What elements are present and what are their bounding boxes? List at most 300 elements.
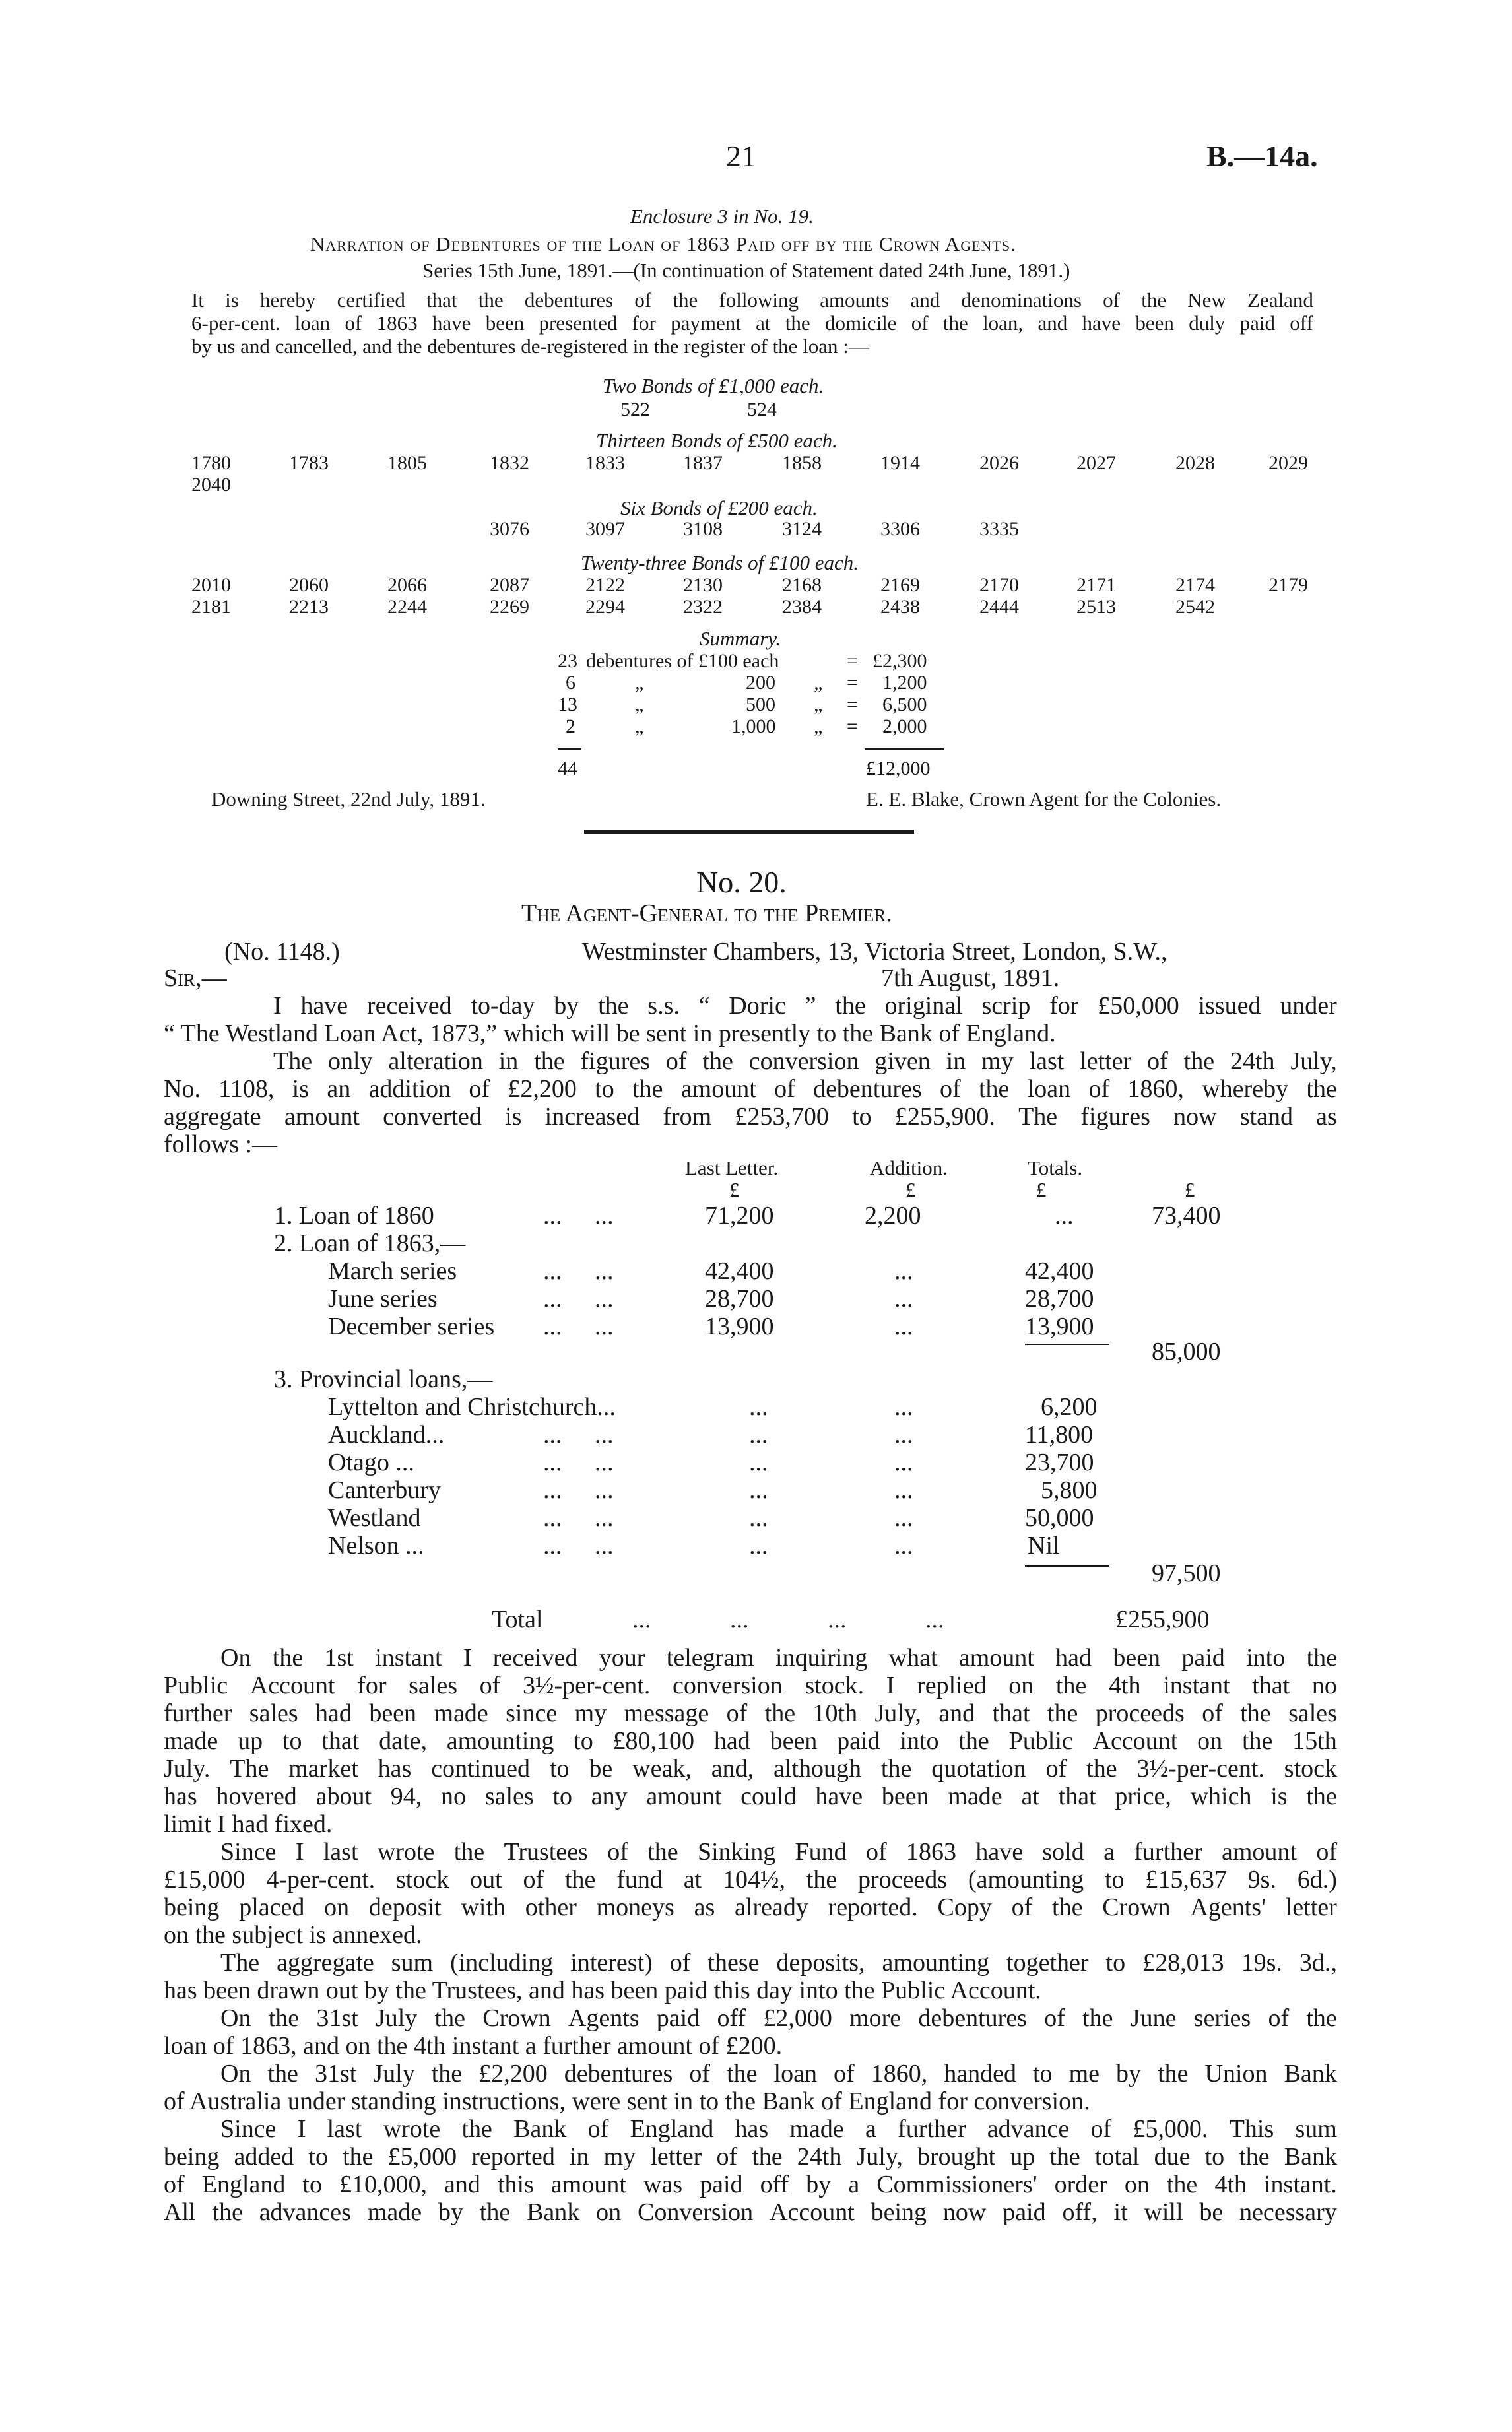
word: the bbox=[267, 2060, 298, 2087]
word: although bbox=[773, 1755, 861, 1783]
word: conversion bbox=[673, 1672, 783, 1699]
word: the bbox=[461, 2115, 492, 2143]
word: 4th bbox=[1109, 1672, 1141, 1699]
word: placed bbox=[239, 1893, 305, 1921]
word: reported bbox=[471, 2143, 555, 2171]
word: necessary bbox=[1239, 2198, 1337, 2226]
col-header-totals: Totals. bbox=[1028, 1156, 1083, 1179]
word: stock bbox=[396, 1866, 449, 1893]
paragraph-line bbox=[220, 2059, 1337, 2088]
word: debentures bbox=[564, 2060, 673, 2087]
word: £5,000. bbox=[1133, 2115, 1208, 2143]
word: to bbox=[1104, 1866, 1125, 1893]
table-row-label: Canterbury bbox=[328, 1476, 441, 1504]
group-500-row bbox=[191, 452, 1313, 475]
summary-count: 2 bbox=[566, 715, 575, 737]
word: figures bbox=[580, 1047, 651, 1075]
word: the bbox=[764, 1699, 796, 1727]
signature: E. E. Blake, Crown Agent for the Colonies. bbox=[866, 787, 1222, 810]
word: at bbox=[683, 1866, 702, 1893]
word: debentures bbox=[524, 288, 614, 312]
group-200-row bbox=[191, 518, 1313, 541]
word: amount bbox=[646, 1783, 722, 1810]
paragraph-line bbox=[164, 1782, 1337, 1811]
table-row-dots: ... ... bbox=[543, 1285, 614, 1313]
word: and bbox=[1037, 312, 1068, 335]
word: now bbox=[1173, 1103, 1217, 1131]
word: amounting bbox=[882, 1949, 990, 1977]
word: that bbox=[992, 1699, 1030, 1727]
word: of bbox=[665, 1047, 687, 1075]
word: of bbox=[607, 1838, 628, 1866]
word: as bbox=[694, 1893, 715, 1921]
col-header-last-letter: Last Letter. bbox=[685, 1156, 779, 1179]
word: that bbox=[426, 288, 457, 312]
word: made bbox=[367, 2198, 422, 2226]
word: 9s. bbox=[1247, 1866, 1276, 1893]
word: replied bbox=[917, 1672, 987, 1699]
word: stand bbox=[1239, 1103, 1293, 1131]
word: Doric bbox=[729, 992, 786, 1020]
bond-number: 1914 bbox=[880, 452, 920, 474]
word: these bbox=[707, 1949, 760, 1977]
summary-denomination: 200 bbox=[746, 672, 775, 694]
summary-total-count: 44 bbox=[558, 758, 577, 779]
word: added bbox=[234, 2143, 294, 2171]
summary-ditto: „ bbox=[814, 715, 823, 737]
word: On bbox=[220, 2060, 251, 2087]
intro-line bbox=[191, 288, 1313, 312]
bond-number: 2169 bbox=[880, 574, 920, 596]
word: Since bbox=[220, 1838, 277, 1866]
word: fund bbox=[616, 1866, 663, 1893]
paragraph-line: follows :— bbox=[164, 1131, 278, 1158]
word: telegram bbox=[666, 1644, 754, 1672]
table-cell-last: ... bbox=[749, 1476, 768, 1504]
word: of bbox=[1202, 1699, 1223, 1727]
word: letter bbox=[1285, 1893, 1337, 1921]
table-cell-grand: 73,400 bbox=[1152, 1202, 1221, 1230]
word: the bbox=[1306, 2004, 1337, 2032]
enclosure-title: Enclosure 3 in No. 19. bbox=[630, 205, 814, 228]
word: the bbox=[1306, 1075, 1337, 1103]
word: Sinking bbox=[697, 1838, 776, 1866]
word: will bbox=[1144, 2198, 1183, 2226]
word: hovered bbox=[216, 1783, 297, 1810]
word: of bbox=[345, 312, 362, 335]
word: could bbox=[740, 1783, 797, 1810]
word: is bbox=[505, 1103, 522, 1131]
word: £15,637 bbox=[1145, 1866, 1227, 1893]
word: that bbox=[1252, 1672, 1290, 1699]
word: 104½, bbox=[722, 1866, 785, 1893]
summary-count-rule bbox=[558, 748, 581, 750]
word: July, bbox=[1290, 1047, 1337, 1075]
summary-row bbox=[0, 650, 1512, 673]
table-cell-last: ... bbox=[749, 1449, 768, 1476]
word: £50,000 bbox=[1098, 992, 1179, 1020]
word: July, bbox=[874, 1699, 921, 1727]
word: to bbox=[1105, 1949, 1126, 1977]
bond-number: 2171 bbox=[1076, 574, 1116, 596]
salutation: Sir,— bbox=[164, 964, 227, 992]
word: £10,000, bbox=[339, 2171, 427, 2198]
word: of bbox=[1268, 2004, 1290, 2032]
intro-line: by us and cancelled, and the debentures de-registered in the register of the loan :— bbox=[191, 335, 869, 358]
word: for bbox=[632, 312, 656, 335]
word: July. bbox=[164, 1755, 211, 1783]
word: aggregate bbox=[164, 1103, 261, 1131]
word: certified bbox=[337, 288, 405, 312]
table-cell-addition: ... bbox=[894, 1476, 913, 1504]
word: by bbox=[806, 2171, 832, 2198]
word: proceeds bbox=[858, 1866, 948, 1893]
bond-number: 1832 bbox=[490, 452, 529, 474]
word: amount bbox=[550, 2171, 626, 2198]
word: paid bbox=[656, 2004, 700, 2032]
word: I bbox=[886, 1672, 895, 1699]
word: Account bbox=[1092, 1727, 1178, 1755]
word: Bank bbox=[513, 2115, 567, 2143]
word: (amounting bbox=[968, 1866, 1084, 1893]
table-row-dots: ... ... bbox=[543, 1421, 614, 1449]
table-cell-grand-total: £255,900 bbox=[1115, 1606, 1210, 1633]
table-row-label: Auckland... bbox=[328, 1421, 445, 1449]
word: be bbox=[589, 1755, 613, 1783]
paragraph-line bbox=[164, 2142, 1337, 2171]
summary-ditto: „ bbox=[635, 672, 644, 694]
word: has bbox=[164, 1783, 197, 1810]
bond-number: 2244 bbox=[387, 596, 427, 618]
word: Account bbox=[770, 2198, 855, 2226]
bond-number: 2168 bbox=[782, 574, 822, 596]
word: denominations bbox=[961, 288, 1082, 312]
word: converted bbox=[383, 1103, 482, 1131]
word: the bbox=[785, 312, 810, 335]
word: that bbox=[1058, 1783, 1096, 1810]
summary-total bbox=[0, 758, 1512, 780]
table-row-label: 2. Loan of 1863,— bbox=[274, 1230, 466, 1257]
word: the bbox=[727, 2060, 758, 2087]
word: £80,100 bbox=[612, 1727, 695, 1755]
word: has bbox=[735, 2115, 769, 2143]
table-cell-addition: ... bbox=[894, 1532, 913, 1560]
paragraph-line bbox=[164, 1865, 1337, 1894]
word: wrote bbox=[383, 2115, 441, 2143]
word: of bbox=[1316, 1838, 1337, 1866]
word: The bbox=[230, 1755, 269, 1783]
word: into bbox=[900, 1727, 939, 1755]
table-cell-total: 42,400 bbox=[1025, 1257, 1094, 1285]
table-cell-last: ... bbox=[749, 1421, 768, 1449]
bond-number: 3097 bbox=[585, 518, 625, 540]
summary-total-amount: £12,000 bbox=[866, 758, 931, 779]
word: New bbox=[1187, 288, 1226, 312]
paragraph-line bbox=[164, 1074, 1337, 1103]
word: the bbox=[1306, 1644, 1337, 1672]
word: the bbox=[431, 2060, 463, 2087]
word: to bbox=[852, 1103, 872, 1131]
word: up bbox=[1010, 2143, 1035, 2171]
word: a bbox=[848, 2171, 860, 2198]
word: to bbox=[595, 1075, 614, 1103]
word: by bbox=[554, 992, 579, 1020]
paragraph-line: of Australia under standing instructions, were sent in to the Bank of England for conversion. bbox=[164, 2087, 1090, 2115]
word: my bbox=[603, 2143, 636, 2171]
word: with bbox=[461, 1893, 506, 1921]
table-row-label: 1. Loan of 1860 bbox=[274, 1202, 434, 1230]
word: the bbox=[478, 288, 504, 312]
word: last bbox=[323, 1838, 358, 1866]
word: instant bbox=[375, 1644, 442, 1672]
bond-number: 2542 bbox=[1175, 596, 1215, 618]
table-row-dots: ... ... ... ... bbox=[632, 1606, 944, 1633]
word: 24th bbox=[1230, 1047, 1275, 1075]
summary-amount-rule bbox=[865, 748, 944, 750]
word: Public bbox=[1008, 1727, 1073, 1755]
word: by bbox=[438, 2198, 463, 2226]
table-row-dots: ... ... bbox=[543, 1313, 614, 1340]
word: given bbox=[874, 1047, 931, 1075]
word: 1860, bbox=[871, 2060, 928, 2087]
word: been bbox=[369, 1699, 417, 1727]
word: the bbox=[1240, 1699, 1271, 1727]
table-row-dots: ... ... bbox=[543, 1476, 614, 1504]
table-row-label: Lyttelton and Christchurch... bbox=[328, 1393, 616, 1421]
word: paid bbox=[1181, 1644, 1225, 1672]
word: conversion bbox=[748, 1047, 859, 1075]
word: proceeds bbox=[1095, 1699, 1185, 1727]
word: the bbox=[958, 1727, 989, 1755]
word: presented bbox=[539, 312, 618, 335]
word: have bbox=[432, 312, 471, 335]
word: of bbox=[1103, 288, 1120, 312]
word: stock bbox=[1284, 1755, 1337, 1783]
word: the bbox=[673, 288, 698, 312]
table-cell-total: Nil bbox=[1028, 1532, 1060, 1560]
bond-number: 2213 bbox=[289, 596, 329, 618]
word: made bbox=[164, 1727, 218, 1755]
bond-number: 2122 bbox=[585, 574, 625, 596]
word: Commissioners' bbox=[876, 2171, 1037, 2198]
word: 24th bbox=[797, 2143, 842, 2171]
word: only bbox=[327, 1047, 373, 1075]
summary-row bbox=[0, 672, 1512, 694]
word: is bbox=[225, 288, 239, 312]
word: my bbox=[574, 1699, 607, 1727]
word: the bbox=[1183, 1047, 1215, 1075]
letter-date: 7th August, 1891. bbox=[881, 964, 1060, 992]
word: paid bbox=[837, 1727, 880, 1755]
bond-number: 2181 bbox=[191, 596, 231, 618]
word: the bbox=[479, 2198, 511, 2226]
word: a bbox=[865, 2115, 876, 2143]
word: It bbox=[191, 288, 204, 312]
word: made bbox=[789, 2115, 844, 2143]
word: market bbox=[288, 1755, 358, 1783]
word: 4-per-cent. bbox=[266, 1866, 376, 1893]
word: to bbox=[308, 2143, 328, 2171]
table-cell-addition: ... bbox=[894, 1257, 913, 1285]
word: the bbox=[1047, 1699, 1078, 1727]
word: the bbox=[1241, 1727, 1273, 1755]
word: the bbox=[1055, 1672, 1087, 1699]
word: to-day bbox=[471, 992, 535, 1020]
word: into bbox=[1246, 1644, 1286, 1672]
word: I bbox=[295, 1838, 304, 1866]
summary-eq: = bbox=[847, 715, 858, 737]
word: off, bbox=[1062, 2198, 1098, 2226]
word: message bbox=[624, 1699, 709, 1727]
word: aggregate bbox=[277, 1949, 374, 1977]
document-reference: B.—14a. bbox=[1206, 139, 1318, 173]
word: and bbox=[910, 288, 940, 312]
word: July bbox=[375, 2004, 418, 2032]
section-divider bbox=[584, 830, 914, 834]
bond-number: 3124 bbox=[782, 518, 822, 540]
bond-number: 2060 bbox=[289, 574, 329, 596]
bond-number: 1833 bbox=[585, 452, 625, 474]
word: been bbox=[770, 1727, 818, 1755]
bond-number: 1805 bbox=[387, 452, 427, 474]
summary-eq: = bbox=[847, 694, 858, 715]
table-cell-addition: ... bbox=[894, 1285, 913, 1313]
word: further bbox=[1134, 1838, 1202, 1866]
word: continued bbox=[431, 1755, 531, 1783]
word: been bbox=[881, 1783, 929, 1810]
word: of bbox=[774, 1075, 795, 1103]
word: the bbox=[268, 2004, 300, 2032]
word: being bbox=[871, 2198, 927, 2226]
summary-row bbox=[0, 694, 1512, 716]
word: £2,000 bbox=[763, 2004, 832, 2032]
bond-number: 2513 bbox=[1076, 596, 1116, 618]
word: is bbox=[1270, 1783, 1288, 1810]
word: to bbox=[302, 2171, 322, 2198]
word: I bbox=[463, 1644, 472, 1672]
word: sales bbox=[249, 1699, 298, 1727]
word: 3½-per-cent. bbox=[1136, 1755, 1265, 1783]
subtotal-rule bbox=[1025, 1565, 1109, 1567]
word: Crown bbox=[482, 2004, 551, 2032]
word: off bbox=[1290, 312, 1313, 335]
table-cell-total: 28,700 bbox=[1025, 1285, 1094, 1313]
summary-ditto: „ bbox=[814, 694, 823, 715]
table-cell-total: 13,900 bbox=[1025, 1313, 1094, 1340]
table-cell-addition: ... bbox=[894, 1504, 913, 1532]
word: debentures bbox=[918, 2004, 1027, 2032]
word: had bbox=[1055, 1644, 1092, 1672]
word: increased bbox=[544, 1103, 640, 1131]
summary-amount: £2,300 bbox=[872, 650, 927, 672]
bond-number: 1858 bbox=[782, 452, 822, 474]
letter-title: The Agent-General to the Premier. bbox=[521, 900, 892, 927]
word: further bbox=[898, 2115, 966, 2143]
paragraph-line bbox=[164, 1726, 1337, 1756]
word: for bbox=[1049, 992, 1079, 1020]
table-row-dots: ... ... bbox=[543, 1532, 614, 1560]
word: my bbox=[981, 1047, 1014, 1075]
paragraph-line bbox=[220, 1837, 1337, 1866]
word: of bbox=[689, 2060, 711, 2087]
summary-count: 6 bbox=[566, 672, 575, 694]
currency-grand: £ bbox=[1185, 1178, 1195, 1201]
word: whereby bbox=[1202, 1075, 1289, 1103]
paragraph-line: loan of 1863, and on the 4th instant a further amount of £200. bbox=[164, 2032, 783, 2060]
summary-count: 23 bbox=[558, 650, 577, 672]
paragraph-line: “ The Westland Loan Act, 1873,” which will be sent in presently to the Bank of England. bbox=[164, 1020, 1056, 1047]
word: to bbox=[574, 1727, 593, 1755]
word: deposits, bbox=[776, 1949, 865, 1977]
table-row-dots: ... ... bbox=[543, 1257, 614, 1285]
word: the bbox=[806, 1866, 838, 1893]
summary-title: Summary. bbox=[700, 627, 781, 650]
summary-row bbox=[0, 715, 1512, 738]
table-row-dots: ... ... bbox=[543, 1449, 614, 1476]
word: July, bbox=[856, 2143, 903, 2171]
word: 94, bbox=[390, 1783, 422, 1810]
word: and bbox=[444, 2171, 480, 2198]
word: On bbox=[220, 1644, 251, 1672]
group-100-row bbox=[191, 574, 1313, 597]
word: off bbox=[760, 2171, 789, 2198]
word: the bbox=[1049, 2143, 1080, 2171]
word: an bbox=[327, 1075, 351, 1103]
word: now bbox=[942, 2198, 987, 2226]
word: July bbox=[373, 2060, 415, 2087]
word: of bbox=[469, 1075, 490, 1103]
word: £255,900. bbox=[894, 1103, 995, 1131]
word: the bbox=[534, 1047, 565, 1075]
word: in bbox=[498, 1047, 519, 1075]
word: paid bbox=[1003, 2198, 1046, 2226]
table-cell-total: 50,000 bbox=[1025, 1504, 1094, 1532]
word: 1863 bbox=[906, 1838, 956, 1866]
word: 31st bbox=[314, 2060, 357, 2087]
word: on bbox=[1008, 1672, 1034, 1699]
word: amounting bbox=[446, 1727, 554, 1755]
bond-number: 2040 bbox=[191, 474, 231, 496]
word: sales bbox=[409, 1672, 458, 1699]
table-cell-last: 42,400 bbox=[705, 1257, 774, 1285]
word: scrip bbox=[981, 992, 1031, 1020]
bond-number: 1780 bbox=[191, 452, 231, 474]
word: All bbox=[164, 2198, 196, 2226]
group-200-title: Six Bonds of £200 each. bbox=[620, 496, 818, 519]
word: the bbox=[1166, 2171, 1198, 2198]
word: domicile bbox=[824, 312, 897, 335]
paragraph-line bbox=[164, 1671, 1337, 1700]
enclosure-series: Series 15th June, 1891.—(In continuation of Statement dated 24th June, 1891.) bbox=[422, 259, 1070, 282]
word: Union bbox=[1204, 2060, 1268, 2087]
paragraph-line bbox=[164, 1699, 1337, 1728]
letter-address: Westminster Chambers, 13, Victoria Street, London, S.W., bbox=[582, 938, 1167, 966]
word: of bbox=[866, 1838, 887, 1866]
summary-ditto: „ bbox=[814, 672, 823, 694]
word: paid bbox=[1239, 312, 1275, 335]
word: total bbox=[1094, 2143, 1140, 2171]
word: as bbox=[1316, 1103, 1337, 1131]
bond-number: 2066 bbox=[387, 574, 427, 596]
word: the bbox=[434, 2004, 465, 2032]
word: received bbox=[492, 1644, 578, 1672]
word: more bbox=[849, 2004, 902, 2032]
word: loan bbox=[773, 2060, 817, 2087]
summary-denomination: 1,000 bbox=[731, 715, 776, 737]
word: amount bbox=[680, 1075, 756, 1103]
currency-totals: £ bbox=[1036, 1178, 1047, 1201]
word: Fund bbox=[795, 1838, 847, 1866]
